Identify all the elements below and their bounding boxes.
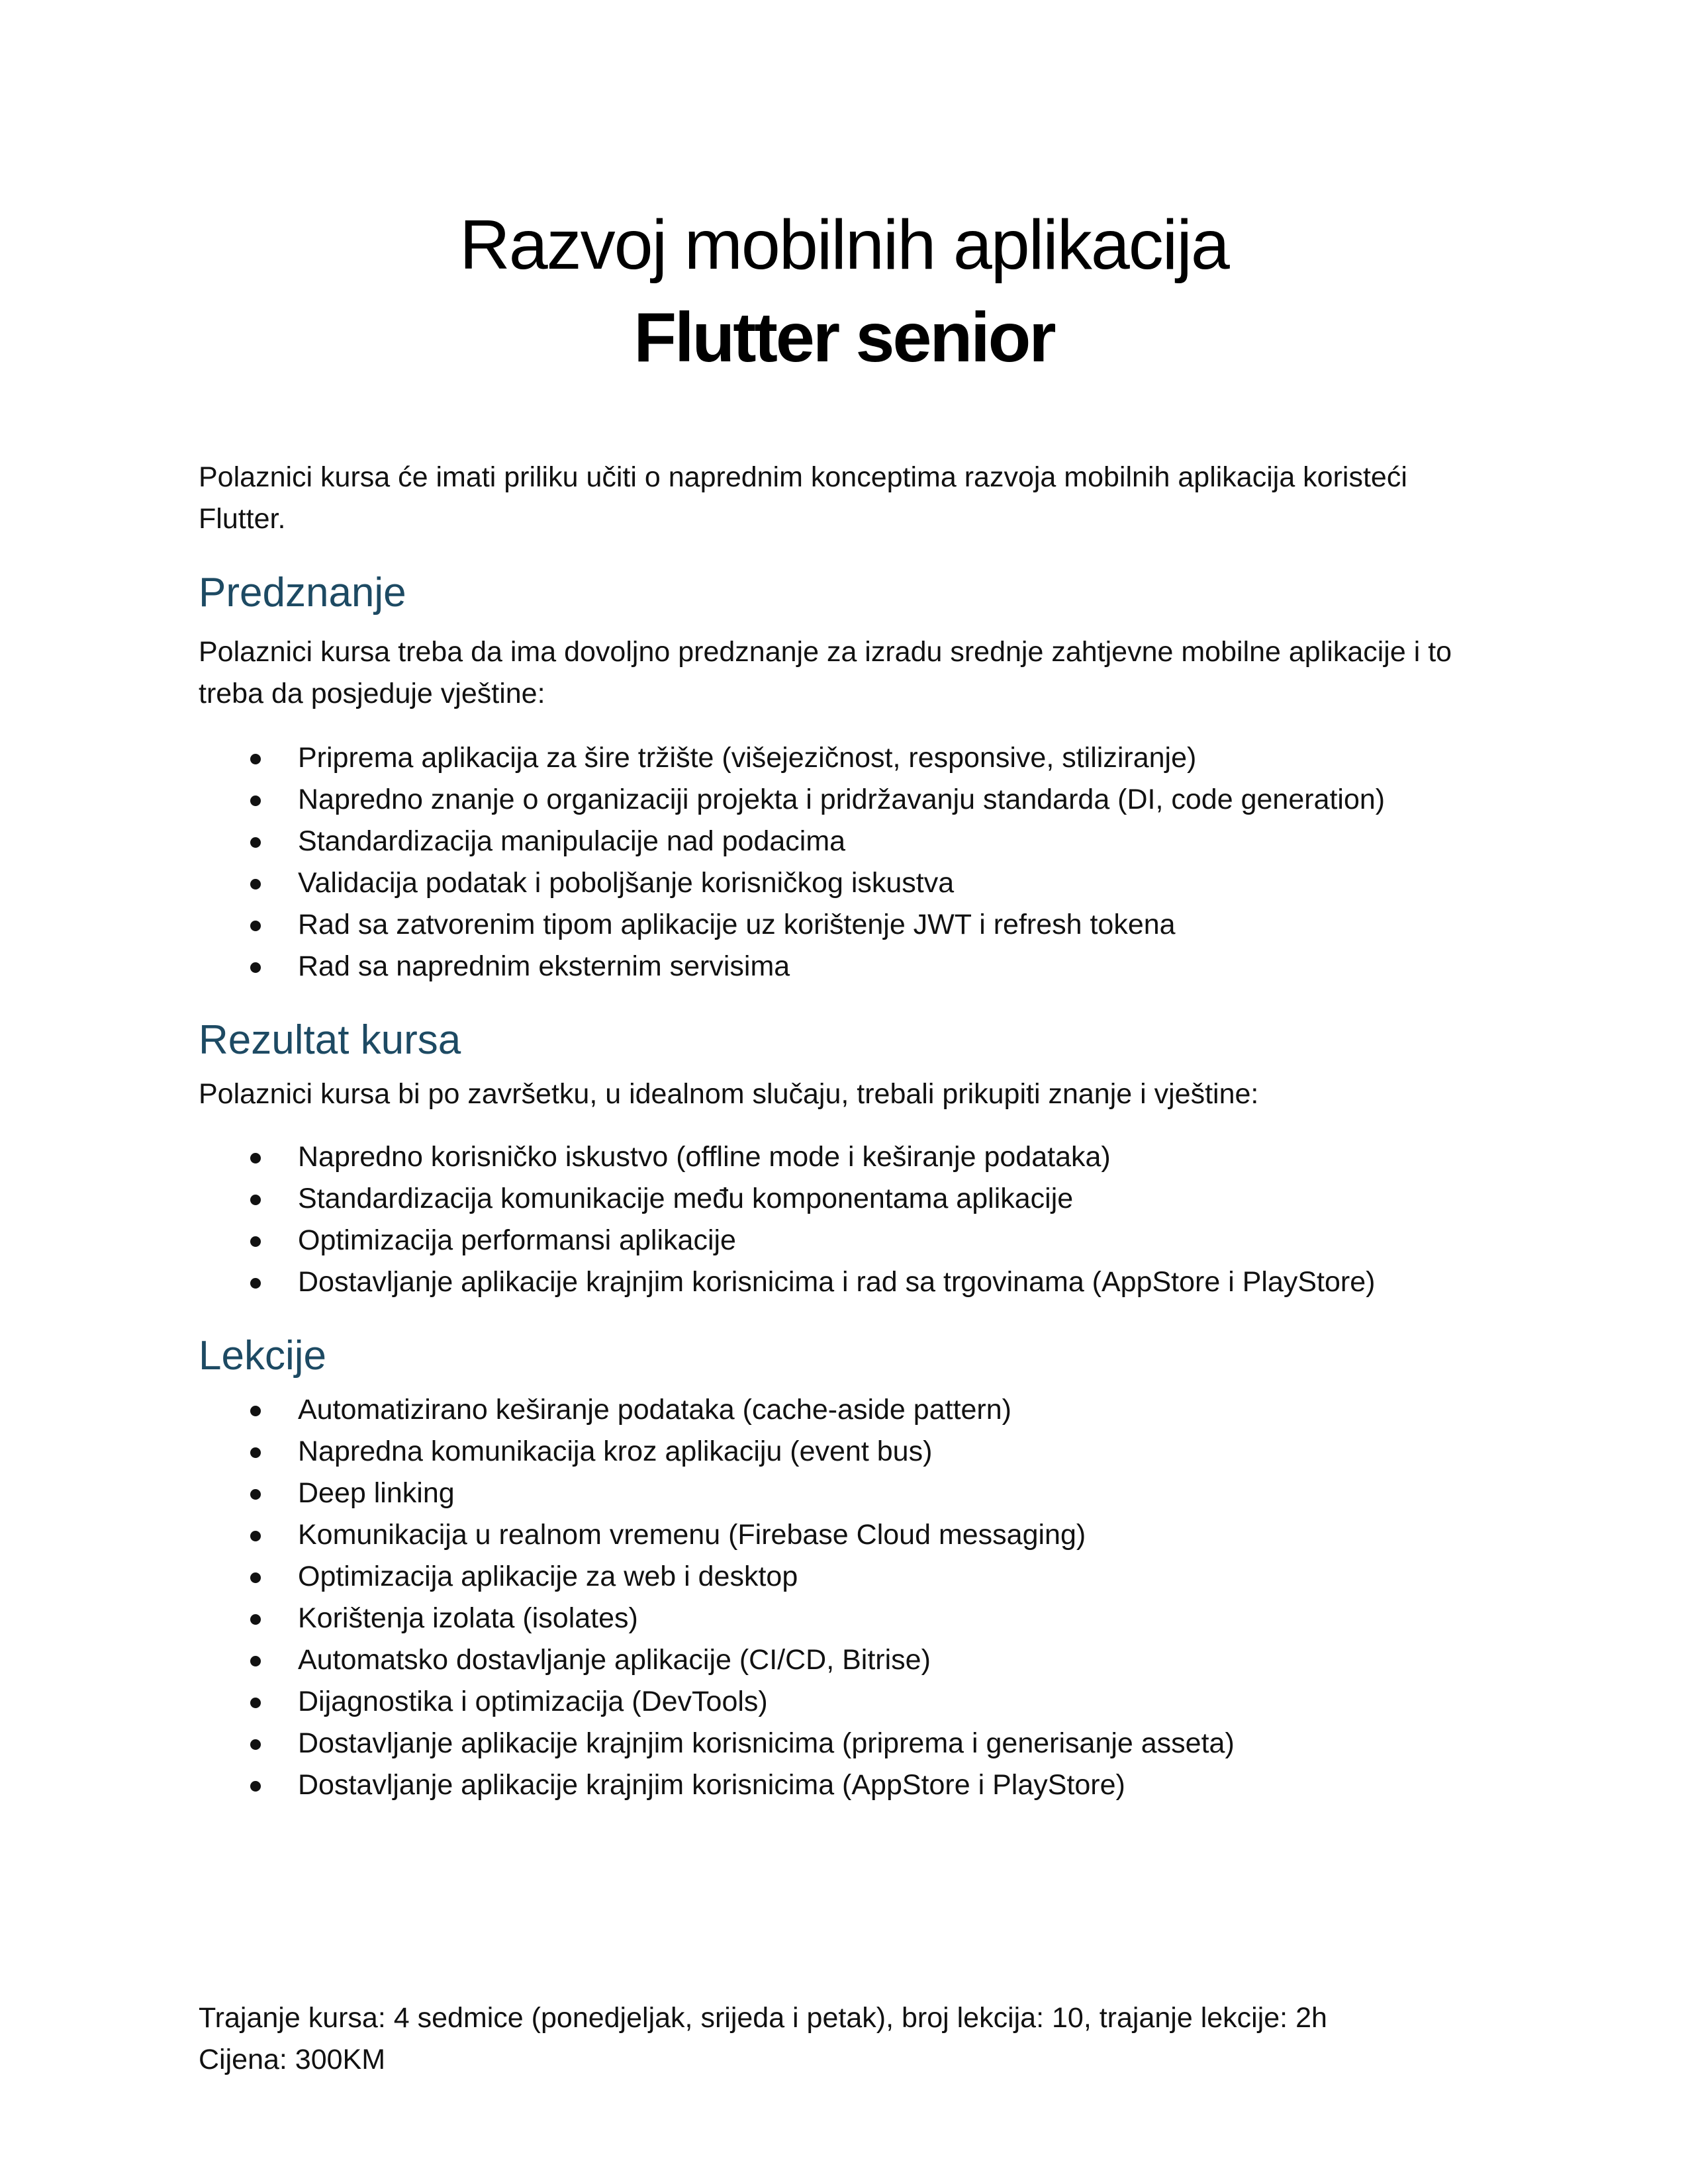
bullet-icon <box>250 1153 261 1163</box>
list-item-text: Priprema aplikacija za šire tržište (višejezičnost, responsive, stiliziranje) <box>298 742 1197 774</box>
list-item-text: Dostavljanje aplikacije krajnjim korisnicima (AppStore i PlayStore) <box>298 1769 1125 1801</box>
list-item <box>199 1556 1489 1598</box>
list-item <box>199 1723 1489 1764</box>
list-item <box>199 779 1489 821</box>
bullet-icon <box>250 1531 261 1541</box>
bullet-icon <box>250 1739 261 1750</box>
list-item <box>199 1639 1489 1681</box>
document-body <box>199 457 1489 1806</box>
list-item <box>199 737 1489 779</box>
list-item-text: Korištenja izolata (isolates) <box>298 1602 638 1634</box>
bullet-icon <box>250 1447 261 1458</box>
list-item <box>199 1178 1489 1220</box>
bullet-icon <box>250 879 261 889</box>
list-item-text: Automatizirano keširanje podataka (cache-aside pattern) <box>298 1394 1011 1426</box>
bullet-icon <box>250 1656 261 1666</box>
list-item <box>199 1598 1489 1639</box>
predznanje-list <box>199 737 1489 987</box>
bullet-icon <box>250 754 261 764</box>
bullet-icon <box>250 837 261 848</box>
rezultat-intro: Polaznici kursa bi po završetku, u idealnom slučaju, trebali prikupiti znanje i vještine: <box>199 1078 1259 1110</box>
list-item <box>199 1681 1489 1723</box>
list-item <box>199 821 1489 862</box>
list-item <box>199 1220 1489 1261</box>
section-heading-rezultat: Rezultat kursa <box>199 1017 461 1063</box>
list-item-text: Standardizacija manipulacije nad podacima <box>298 825 846 857</box>
section-heading-lekcije: Lekcije <box>199 1333 326 1379</box>
list-item-text: Dijagnostika i optimizacija (DevTools) <box>298 1686 768 1717</box>
bullet-icon <box>250 1489 261 1500</box>
title-block <box>0 199 1688 384</box>
list-item-text: Optimizacija aplikacije za web i desktop <box>298 1561 798 1592</box>
bullet-icon <box>250 1406 261 1416</box>
course-price: Cijena: 300KM <box>199 2044 386 2075</box>
bullet-icon <box>250 1781 261 1792</box>
bullet-icon <box>250 921 261 931</box>
rezultat-list <box>199 1136 1489 1303</box>
document-title: Razvoj mobilnih aplikacija <box>459 206 1229 284</box>
list-item <box>199 1764 1489 1806</box>
list-item-text: Optimizacija performansi aplikacije <box>298 1224 736 1256</box>
lekcije-list <box>199 1389 1489 1806</box>
list-item <box>199 1473 1489 1514</box>
list-item-text: Standardizacija komunikacije među komponentama aplikacije <box>298 1183 1074 1214</box>
bullet-icon <box>250 1236 261 1247</box>
list-item <box>199 904 1489 946</box>
list-item <box>199 1389 1489 1431</box>
course-footer <box>199 1997 1489 2081</box>
list-item-text: Napredno korisničko iskustvo (offline mode i keširanje podataka) <box>298 1141 1111 1173</box>
document-subtitle: Flutter senior <box>633 298 1055 377</box>
list-item <box>199 1514 1489 1556</box>
bullet-icon <box>250 1278 261 1289</box>
list-item-text: Napredno znanje o organizaciji projekta i pridržavanju standarda (DI, code generation) <box>298 784 1385 815</box>
intro-paragraph: Polaznici kursa će imati priliku učiti o naprednim konceptima razvoja mobilnih aplikacija koristeći Flutter. <box>199 461 1407 535</box>
list-item <box>199 862 1489 904</box>
bullet-icon <box>250 1195 261 1205</box>
bullet-icon <box>250 796 261 806</box>
bullet-icon <box>250 1572 261 1583</box>
section-heading-predznanje: Predznanje <box>199 570 406 615</box>
list-item <box>199 946 1489 987</box>
bullet-icon <box>250 1614 261 1625</box>
list-item-text: Deep linking <box>298 1477 455 1509</box>
list-item <box>199 1136 1489 1178</box>
list-item-text: Validacija podatak i poboljšanje korisničkog iskustva <box>298 867 955 899</box>
bullet-icon <box>250 1698 261 1708</box>
list-item-text: Dostavljanje aplikacije krajnjim korisnicima i rad sa trgovinama (AppStore i PlayStore) <box>298 1266 1376 1298</box>
list-item-text: Automatsko dostavljanje aplikacije (CI/CD, Bitrise) <box>298 1644 931 1676</box>
list-item-text: Napredna komunikacija kroz aplikaciju (event bus) <box>298 1435 933 1467</box>
list-item <box>199 1431 1489 1473</box>
list-item-text: Dostavljanje aplikacije krajnjim korisnicima (priprema i generisanje asseta) <box>298 1727 1235 1759</box>
list-item <box>199 1261 1489 1303</box>
course-duration: Trajanje kursa: 4 sedmice (ponedjeljak, srijeda i petak), broj lekcija: 10, trajanje lekcije: 2h <box>199 2002 1327 2034</box>
list-item-text: Komunikacija u realnom vremenu (Firebase Cloud messaging) <box>298 1519 1086 1551</box>
bullet-icon <box>250 962 261 973</box>
list-item-text: Rad sa zatvorenim tipom aplikacije uz korištenje JWT i refresh tokena <box>298 909 1176 940</box>
predznanje-intro: Polaznici kursa treba da ima dovoljno predznanje za izradu srednje zahtjevne mobilne aplikacije i to treba da posjeduje vještine: <box>199 636 1452 709</box>
list-item-text: Rad sa naprednim eksternim servisima <box>298 950 790 982</box>
